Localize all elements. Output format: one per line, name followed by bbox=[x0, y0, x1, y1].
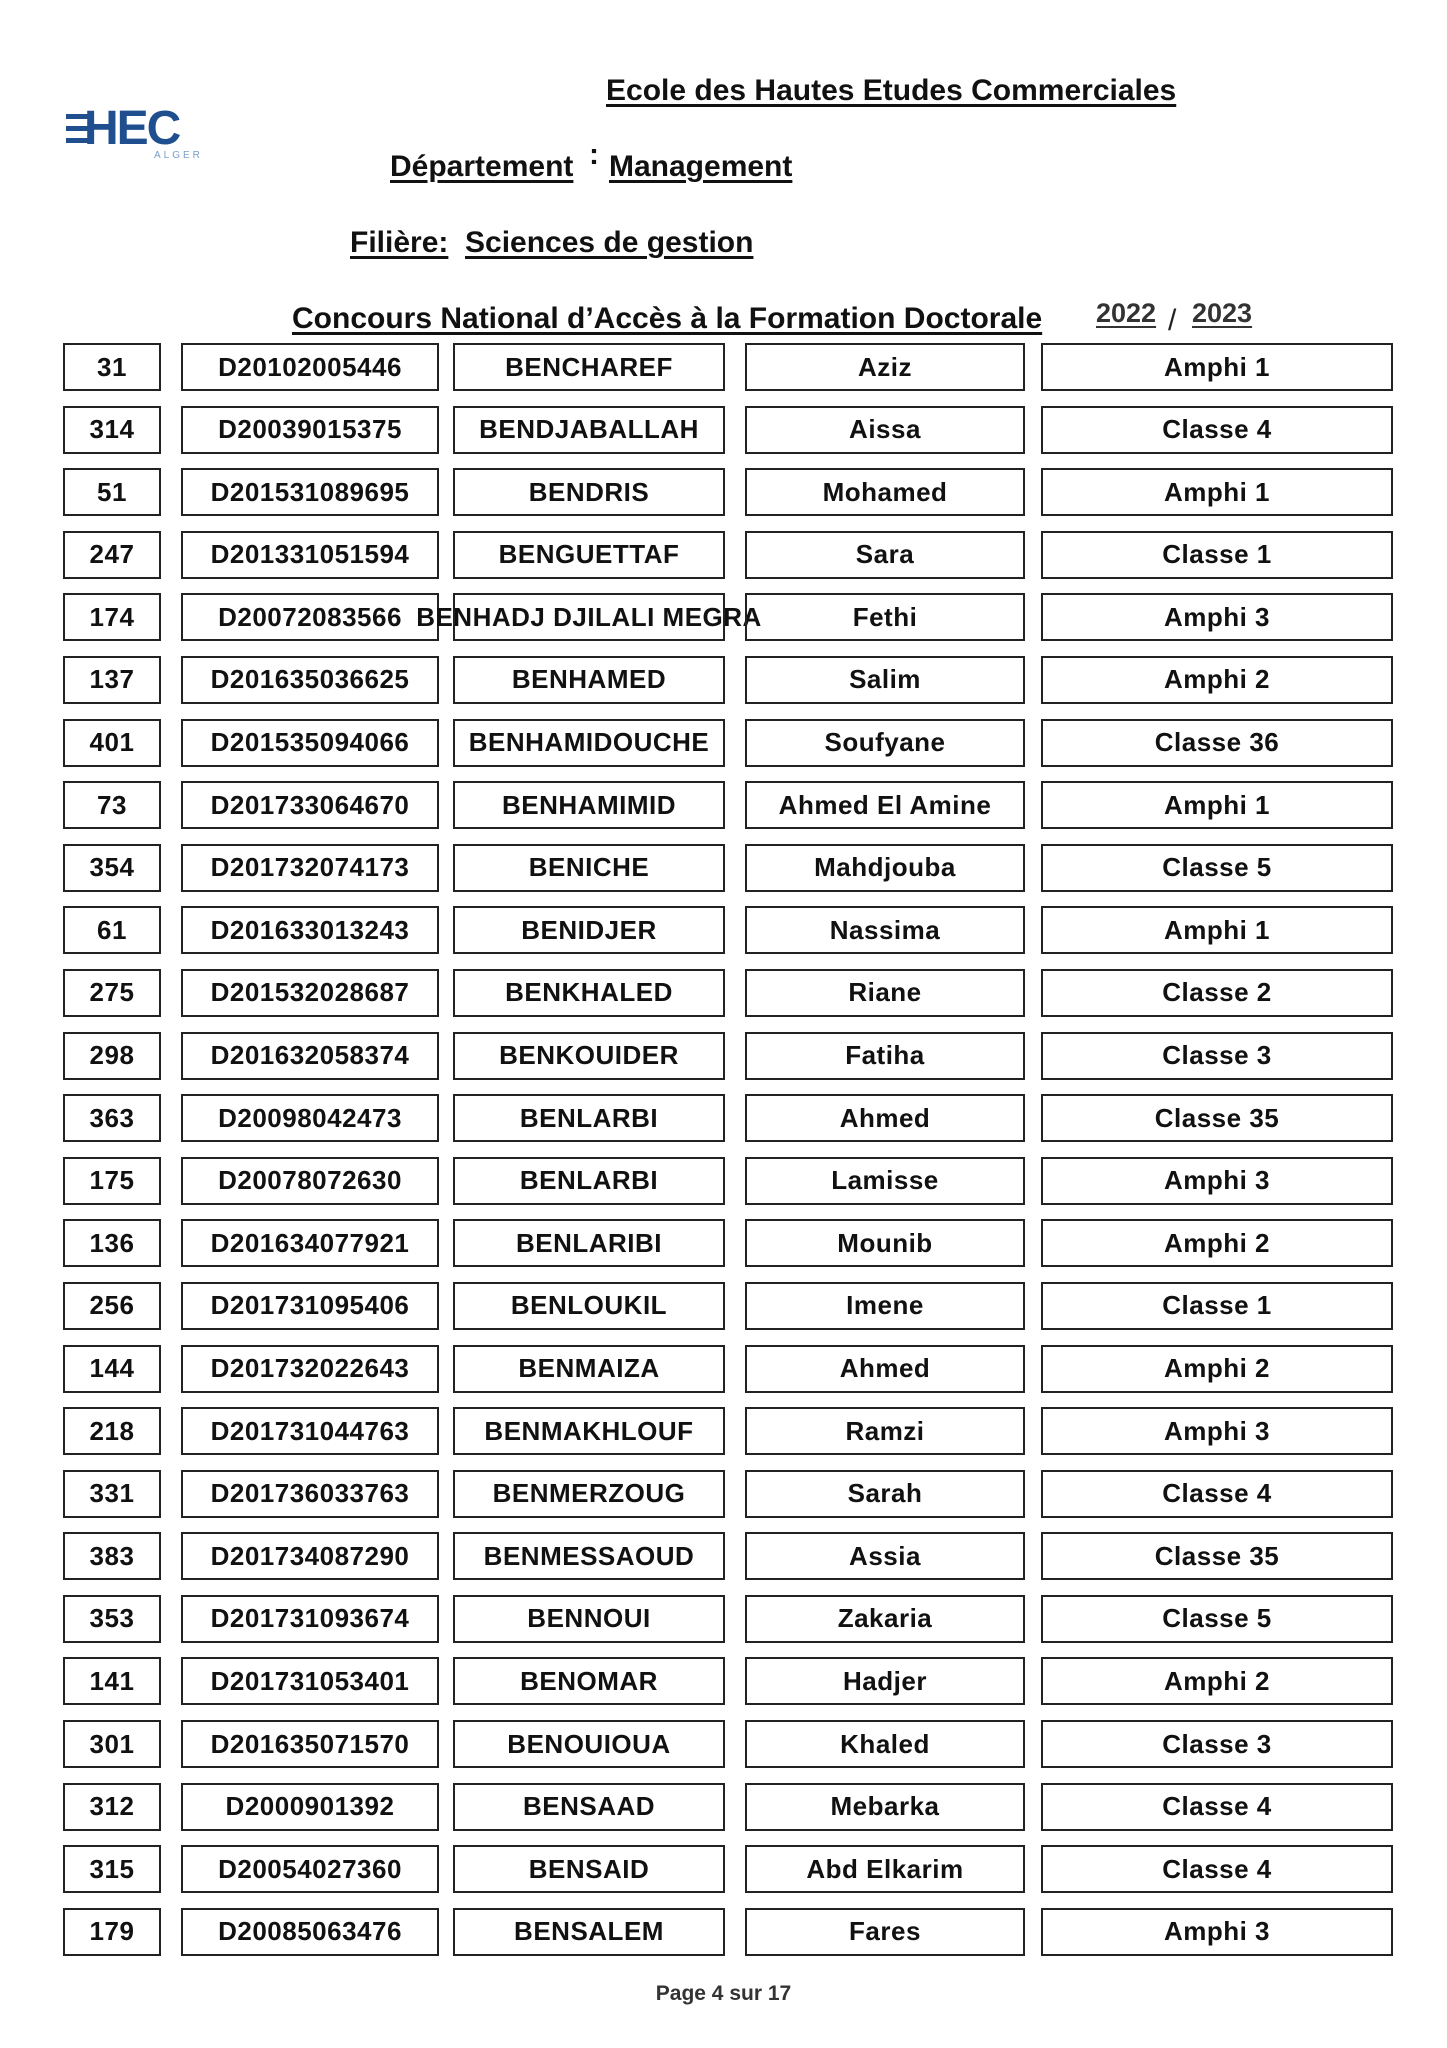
table-row bbox=[63, 531, 1393, 594]
table-row bbox=[63, 1595, 1393, 1658]
candidate-number: 179 bbox=[63, 1908, 161, 1956]
table-row bbox=[63, 1157, 1393, 1220]
exam-room: Classe 4 bbox=[1041, 1783, 1393, 1831]
candidate-number: 136 bbox=[63, 1219, 161, 1267]
exam-room: Amphi 1 bbox=[1041, 906, 1393, 954]
candidate-firstname: Hadjer bbox=[745, 1657, 1025, 1705]
candidate-id: D201731044763 bbox=[181, 1407, 439, 1455]
candidate-lastname: BENLOUKIL bbox=[453, 1282, 725, 1330]
candidate-firstname: Mebarka bbox=[745, 1783, 1025, 1831]
candidate-lastname: BENHAMED bbox=[453, 656, 725, 704]
table-row bbox=[63, 1532, 1393, 1595]
school-title: Ecole des Hautes Etudes Commerciales bbox=[606, 74, 1177, 107]
candidate-id: D201731093674 bbox=[181, 1595, 439, 1643]
candidate-number: 275 bbox=[63, 969, 161, 1017]
table-row bbox=[63, 1219, 1393, 1282]
candidate-firstname: Ahmed bbox=[745, 1094, 1025, 1142]
candidate-number: 175 bbox=[63, 1157, 161, 1205]
candidate-number: 353 bbox=[63, 1595, 161, 1643]
candidate-lastname: BENSAAD bbox=[453, 1783, 725, 1831]
candidate-firstname: Assia bbox=[745, 1532, 1025, 1580]
candidate-firstname: Nassima bbox=[745, 906, 1025, 954]
candidate-id: D201736033763 bbox=[181, 1470, 439, 1518]
candidate-firstname: Mahdjouba bbox=[745, 844, 1025, 892]
candidate-number: 331 bbox=[63, 1470, 161, 1518]
candidate-id: D20085063476 bbox=[181, 1908, 439, 1956]
candidate-lastname: BENNOUI bbox=[453, 1595, 725, 1643]
year-end: 2023 bbox=[1192, 298, 1253, 328]
candidate-id: D201535094066 bbox=[181, 719, 439, 767]
department-label: Département bbox=[390, 150, 574, 183]
candidate-lastname: BENHADJ DJILALI MEGRA bbox=[453, 593, 725, 641]
logo-subtext: ALGER bbox=[154, 150, 203, 161]
candidate-firstname: Abd Elkarim bbox=[745, 1845, 1025, 1893]
table-row bbox=[63, 468, 1393, 531]
candidate-number: 354 bbox=[63, 844, 161, 892]
candidate-firstname: Sarah bbox=[745, 1470, 1025, 1518]
candidate-firstname: Lamisse bbox=[745, 1157, 1025, 1205]
candidates-list bbox=[63, 343, 1393, 1970]
candidate-lastname: BENLARIBI bbox=[453, 1219, 725, 1267]
candidate-lastname: BENDJABALLAH bbox=[453, 406, 725, 454]
candidate-id: D20039015375 bbox=[181, 406, 439, 454]
candidate-number: 144 bbox=[63, 1345, 161, 1393]
table-row bbox=[63, 1094, 1393, 1157]
table-row bbox=[63, 1470, 1393, 1533]
candidate-id: D201635071570 bbox=[181, 1720, 439, 1768]
table-row bbox=[63, 1845, 1393, 1908]
candidate-id: D20078072630 bbox=[181, 1157, 439, 1205]
exam-room: Amphi 3 bbox=[1041, 593, 1393, 641]
candidate-id: D20072083566 bbox=[181, 593, 439, 641]
table-row bbox=[63, 406, 1393, 469]
candidate-lastname: BENLARBI bbox=[453, 1157, 725, 1205]
table-row bbox=[63, 343, 1393, 406]
table-row bbox=[63, 781, 1393, 844]
candidate-id: D201732074173 bbox=[181, 844, 439, 892]
candidate-firstname: Sara bbox=[745, 531, 1025, 579]
candidate-number: 174 bbox=[63, 593, 161, 641]
candidate-number: 315 bbox=[63, 1845, 161, 1893]
candidate-lastname: BENOMAR bbox=[453, 1657, 725, 1705]
candidate-firstname: Imene bbox=[745, 1282, 1025, 1330]
candidate-lastname: BENCHAREF bbox=[453, 343, 725, 391]
candidate-lastname: BENLARBI bbox=[453, 1094, 725, 1142]
candidate-number: 31 bbox=[63, 343, 161, 391]
candidate-id: D201733064670 bbox=[181, 781, 439, 829]
candidate-firstname: Aziz bbox=[745, 343, 1025, 391]
exam-room: Amphi 2 bbox=[1041, 1219, 1393, 1267]
candidate-lastname: BENKHALED bbox=[453, 969, 725, 1017]
exam-room: Classe 3 bbox=[1041, 1720, 1393, 1768]
candidate-lastname: BENSALEM bbox=[453, 1908, 725, 1956]
candidate-lastname: BENHAMIMID bbox=[453, 781, 725, 829]
candidate-number: 312 bbox=[63, 1783, 161, 1831]
concours-title: Concours National d’Accès à la Formation Doctorale bbox=[292, 302, 1043, 335]
candidate-firstname: Ahmed El Amine bbox=[745, 781, 1025, 829]
candidate-lastname: BENMAIZA bbox=[453, 1345, 725, 1393]
candidate-number: 73 bbox=[63, 781, 161, 829]
candidate-firstname: Fethi bbox=[745, 593, 1025, 641]
department-value: Management bbox=[609, 150, 793, 183]
candidate-id: D201732022643 bbox=[181, 1345, 439, 1393]
exam-room: Amphi 1 bbox=[1041, 468, 1393, 516]
candidate-number: 401 bbox=[63, 719, 161, 767]
candidate-number: 256 bbox=[63, 1282, 161, 1330]
candidate-number: 383 bbox=[63, 1532, 161, 1580]
exam-room: Amphi 2 bbox=[1041, 656, 1393, 704]
candidate-firstname: Salim bbox=[745, 656, 1025, 704]
candidate-firstname: Khaled bbox=[745, 1720, 1025, 1768]
candidate-number: 141 bbox=[63, 1657, 161, 1705]
candidate-id: D20098042473 bbox=[181, 1094, 439, 1142]
exam-room: Amphi 3 bbox=[1041, 1157, 1393, 1205]
exam-room: Amphi 1 bbox=[1041, 343, 1393, 391]
candidate-id: D201633013243 bbox=[181, 906, 439, 954]
exam-room: Classe 3 bbox=[1041, 1032, 1393, 1080]
exam-room: Classe 1 bbox=[1041, 1282, 1393, 1330]
candidate-lastname: BENOUIOUA bbox=[453, 1720, 725, 1768]
candidate-firstname: Riane bbox=[745, 969, 1025, 1017]
candidate-number: 218 bbox=[63, 1407, 161, 1455]
table-row bbox=[63, 1908, 1393, 1971]
exam-room: Amphi 2 bbox=[1041, 1657, 1393, 1705]
exam-room: Amphi 3 bbox=[1041, 1908, 1393, 1956]
candidate-lastname: BENMAKHLOUF bbox=[453, 1407, 725, 1455]
candidate-lastname: BENDRIS bbox=[453, 468, 725, 516]
exam-room: Amphi 1 bbox=[1041, 781, 1393, 829]
table-row bbox=[63, 719, 1393, 782]
candidate-number: 301 bbox=[63, 1720, 161, 1768]
candidate-number: 314 bbox=[63, 406, 161, 454]
filiere-value: Sciences de gestion bbox=[465, 226, 754, 259]
candidate-firstname: Mohamed bbox=[745, 468, 1025, 516]
exam-room: Classe 4 bbox=[1041, 1470, 1393, 1518]
candidate-lastname: BENMERZOUG bbox=[453, 1470, 725, 1518]
table-row bbox=[63, 906, 1393, 969]
hec-logo bbox=[66, 100, 236, 160]
table-row bbox=[63, 593, 1393, 656]
exam-room: Classe 36 bbox=[1041, 719, 1393, 767]
table-row bbox=[63, 1407, 1393, 1470]
candidate-firstname: Ramzi bbox=[745, 1407, 1025, 1455]
exam-room: Classe 5 bbox=[1041, 844, 1393, 892]
candidate-id: D201734087290 bbox=[181, 1532, 439, 1580]
candidate-id: D201731095406 bbox=[181, 1282, 439, 1330]
candidate-id: D201331051594 bbox=[181, 531, 439, 579]
year-start: 2022 bbox=[1096, 298, 1157, 328]
candidate-lastname: BENHAMIDOUCHE bbox=[453, 719, 725, 767]
candidate-firstname: Mounib bbox=[745, 1219, 1025, 1267]
candidate-id: D201731053401 bbox=[181, 1657, 439, 1705]
exam-room: Classe 5 bbox=[1041, 1595, 1393, 1643]
candidate-lastname: BENMESSAOUD bbox=[453, 1532, 725, 1580]
candidate-id: D201635036625 bbox=[181, 656, 439, 704]
table-row bbox=[63, 844, 1393, 907]
candidate-firstname: Zakaria bbox=[745, 1595, 1025, 1643]
candidate-number: 298 bbox=[63, 1032, 161, 1080]
candidate-id: D201532028687 bbox=[181, 969, 439, 1017]
exam-room: Classe 2 bbox=[1041, 969, 1393, 1017]
page-number: Page 4 sur 17 bbox=[655, 1982, 792, 2005]
table-row bbox=[63, 1720, 1393, 1783]
exam-room: Amphi 2 bbox=[1041, 1345, 1393, 1393]
candidate-lastname: BENKOUIDER bbox=[453, 1032, 725, 1080]
logo-text: HEC bbox=[84, 102, 180, 155]
candidate-id: D20054027360 bbox=[181, 1845, 439, 1893]
exam-room: Amphi 3 bbox=[1041, 1407, 1393, 1455]
candidate-lastname: BENICHE bbox=[453, 844, 725, 892]
candidate-number: 51 bbox=[63, 468, 161, 516]
year-separator: / bbox=[1168, 304, 1177, 337]
candidate-lastname: BENSAID bbox=[453, 1845, 725, 1893]
filiere-label: Filière: bbox=[350, 226, 449, 259]
candidate-lastname: BENIDJER bbox=[453, 906, 725, 954]
candidate-id: D201634077921 bbox=[181, 1219, 439, 1267]
exam-room: Classe 1 bbox=[1041, 531, 1393, 579]
table-row bbox=[63, 1032, 1393, 1095]
candidate-firstname: Soufyane bbox=[745, 719, 1025, 767]
table-row bbox=[63, 1345, 1393, 1408]
candidate-firstname: Fares bbox=[745, 1908, 1025, 1956]
candidate-number: 61 bbox=[63, 906, 161, 954]
table-row bbox=[63, 1282, 1393, 1345]
table-row bbox=[63, 656, 1393, 719]
candidate-firstname: Aissa bbox=[745, 406, 1025, 454]
exam-room: Classe 35 bbox=[1041, 1094, 1393, 1142]
candidate-id: D201531089695 bbox=[181, 468, 439, 516]
table-row bbox=[63, 969, 1393, 1032]
candidate-number: 137 bbox=[63, 656, 161, 704]
candidate-id: D2000901392 bbox=[181, 1783, 439, 1831]
candidate-number: 247 bbox=[63, 531, 161, 579]
candidate-firstname: Fatiha bbox=[745, 1032, 1025, 1080]
candidate-id: D201632058374 bbox=[181, 1032, 439, 1080]
exam-room: Classe 4 bbox=[1041, 1845, 1393, 1893]
department-colon: : bbox=[589, 138, 599, 171]
candidate-firstname: Ahmed bbox=[745, 1345, 1025, 1393]
candidate-lastname: BENGUETTAF bbox=[453, 531, 725, 579]
candidate-id: D20102005446 bbox=[181, 343, 439, 391]
exam-room: Classe 4 bbox=[1041, 406, 1393, 454]
candidate-number: 363 bbox=[63, 1094, 161, 1142]
table-row bbox=[63, 1657, 1393, 1720]
exam-room: Classe 35 bbox=[1041, 1532, 1393, 1580]
table-row bbox=[63, 1783, 1393, 1846]
